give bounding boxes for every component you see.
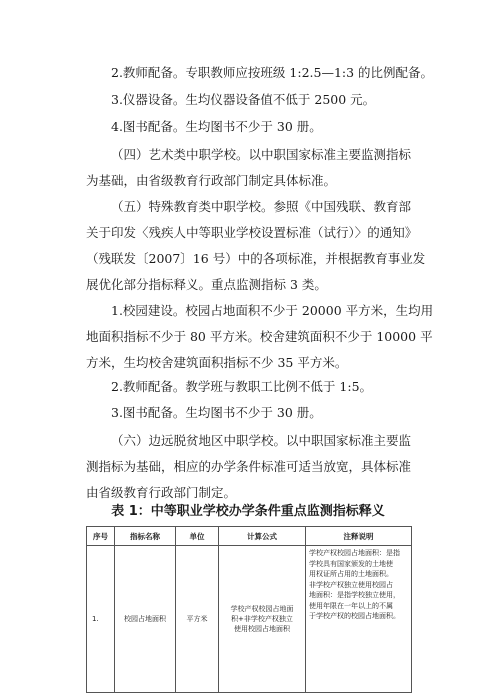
header-number: 序号: [87, 527, 115, 546]
table-caption: 表 1：中等职业学校办学条件重点监测指标释义: [111, 504, 385, 519]
paragraph-special-books: 3.图书配备。生均图书不少于 30 册。: [111, 405, 322, 420]
cell-formula: 学校产权校园占地面 积+非学校产权独立 使用校园占地面积: [219, 546, 306, 693]
cell-indicator-name: 校园占地面积: [115, 546, 176, 693]
paragraph-teacher-ratio: 2.教师配备。专职教师应按班级 1:2.5—1:3 的比例配备。: [111, 65, 434, 80]
table-header-row: [87, 527, 412, 546]
table-row: [87, 546, 412, 693]
indicator-table: [86, 526, 412, 693]
cell-number: 1.: [87, 546, 115, 693]
header-note: 注释说明: [306, 527, 412, 546]
header-unit: 单位: [176, 527, 219, 546]
header-formula: 计算公式: [219, 527, 306, 546]
cell-unit: 平方米: [176, 546, 219, 693]
header-indicator-name: 指标名称: [115, 527, 176, 546]
cell-note: 学校产权校园占地面积：是指 学校具有国家颁发的土地使 用权证所占用的土地面积。 非学校产权独立使用校园占 地面积：是指学校独立使用， 使用年限在一年以上的不属 于学校产权的校园占地面积。: [306, 546, 412, 693]
paragraph-staff-ratio: 2.教师配备。教学班与教职工比例不低于 1:5。: [111, 379, 373, 394]
paragraph-special-education: （五）特殊教育类中职学校。参照《中国残联、教育部 关于印发〈残疾人中等职业学校设置标准（试行）〉的通知》 （残联发〔2007〕16 号）中的各项标准，并根据教育事业发 展优化部分指标释义。重点监测指标 3 类。: [86, 199, 426, 292]
paragraph-campus-construction: 1.校园建设。校园占地面积不少于 20000 平方米，生均用 地面积指标不少于 80 平方米。校舍建筑面积不少于 10000 平 方米，生均校舍建筑面积指标不少 35 平方米。: [86, 303, 434, 370]
paragraph-remote-areas: （六）边远脱贫地区中职学校。以中职国家标准主要监 测指标为基础，相应的办学条件标准可适当放宽，具体标准 由省级教育行政部门制定。: [86, 433, 412, 500]
paragraph-art-schools: （四）艺术类中职学校。以中职国家标准主要监测指标 为基础，由省级教育行政部门制定具体标准。: [86, 147, 412, 188]
paragraph-equipment: 3.仪器设备。生均仪器设备值不低于 2500 元。: [111, 92, 376, 107]
paragraph-books: 4.图书配备。生均图书不少于 30 册。: [111, 119, 322, 134]
